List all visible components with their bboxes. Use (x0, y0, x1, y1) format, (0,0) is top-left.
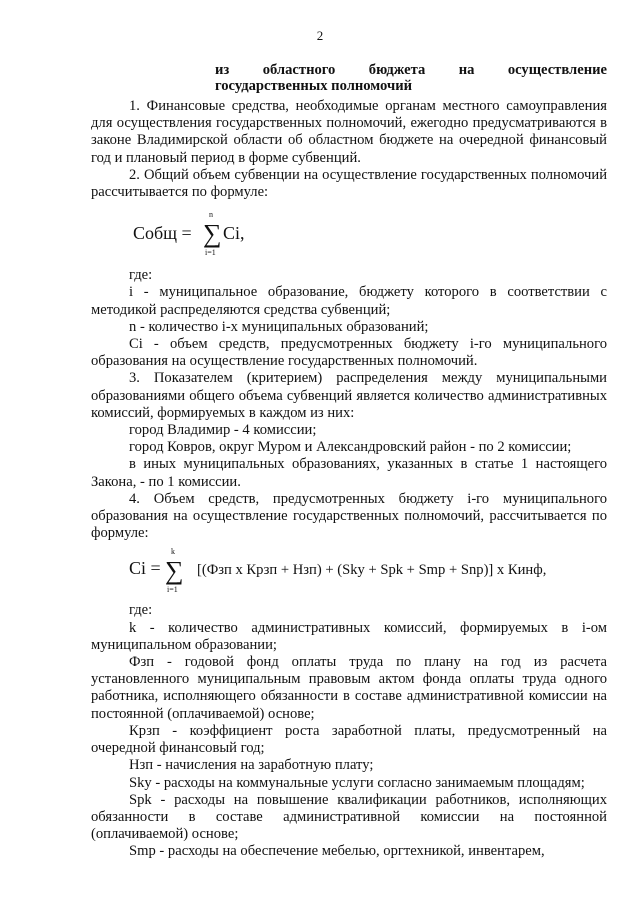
paragraph-3-item-a: город Владимир - 4 комиссии; (129, 422, 317, 439)
sum-symbol-icon: ∑ (165, 556, 184, 586)
sum-lower-limit: i=1 (205, 248, 216, 258)
definition-nzp: Нзп - начисления на заработную плату; (129, 757, 374, 774)
paragraph-1: 1. Финансовые средства, необходимые органам местного самоуправления для осуществления государственных полномочий, ежегодно предусматриваются в законе Владимирской области об областном бюджете на очередной финансовый год и плановый период в форме субвенций. (91, 98, 607, 166)
definition-ci: Ci - объем средств, предусмотренных бюджету i-го муниципального образования на осуществление государственных полномочий. (91, 336, 607, 370)
formula-lhs: Ci = (129, 558, 161, 579)
definition-k: k - количество административных комиссий, формируемых в i-ом муниципальном образовании; (91, 619, 607, 653)
definition-sky: Sky - расходы на коммунальные услуги согласно занимаемым площадям; (129, 774, 585, 791)
formula-lhs: Собщ = (133, 223, 192, 244)
formula-municipal-volume (91, 546, 607, 598)
sum-lower-limit: i=1 (167, 585, 178, 595)
definition-smp: Smp - расходы на обеспечение мебелью, оргтехникой, инвентарем, (129, 843, 545, 860)
formula-rhs: Ci, (223, 223, 245, 244)
sum-upper-limit: n (209, 210, 213, 220)
formula-total-subvention (91, 207, 607, 261)
paragraph-3-item-b: город Ковров, округ Муром и Александровский район - по 2 комиссии; (129, 439, 572, 456)
paragraph-4: 4. Объем средств, предусмотренных бюджету i-го муниципального образования на осуществление государственных полномочий, рассчитывается по формуле: (91, 490, 607, 542)
definition-n: n - количество i-х муниципальных образований; (129, 318, 429, 335)
sum-symbol-icon: ∑ (203, 219, 222, 249)
definition-krzp: Крзп - коэффициент роста заработной платы, предусмотренный на очередной финансовый год; (91, 722, 607, 757)
document-body (91, 62, 607, 861)
where-label-2: где: (129, 602, 153, 619)
paragraph-3: 3. Показателем (критерием) распределения между муниципальными образованиями общего объема субвенций является количество административных комиссий, формируемых в каждом из них: (91, 370, 607, 421)
where-label-1: где: (129, 267, 153, 284)
definition-spk: Spk - расходы на повышение квалификации работников, исполняющих обязанности в составе административной комиссии на постоянной (оплачиваемой) основе; (91, 791, 607, 843)
section-title-line2: государственных полномочий (215, 78, 413, 94)
sum-upper-limit: k (171, 547, 175, 557)
page-number: 2 (316, 28, 324, 43)
paragraph-2: 2. Общий объем субвенции на осуществление государственных полномочий рассчитывается по формуле: (91, 166, 607, 201)
paragraph-3-item-c: в иных муниципальных образованиях, указанных в статье 1 настоящего Закона, - по 1 комиссии. (91, 456, 607, 490)
section-title-line1: из областного бюджета на осуществление (215, 62, 607, 78)
formula-rhs: [(Фзп х Крзп + Нзп) + (Sky + Spk + Smp + Snp)] х Кинф, (197, 562, 547, 579)
definition-i: i - муниципальное образование, бюджету которого в соответствии с методикой распределяются средства субвенций; (91, 284, 607, 318)
definition-fzp: Фзп - годовой фонд оплаты труда по плану на год из расчета установленного муниципальным правовым актом фонда оплаты труда одного работника, исполняющего обязанности в составе административной комиссии на постоянной (оплачиваемой) основе; (91, 654, 607, 722)
